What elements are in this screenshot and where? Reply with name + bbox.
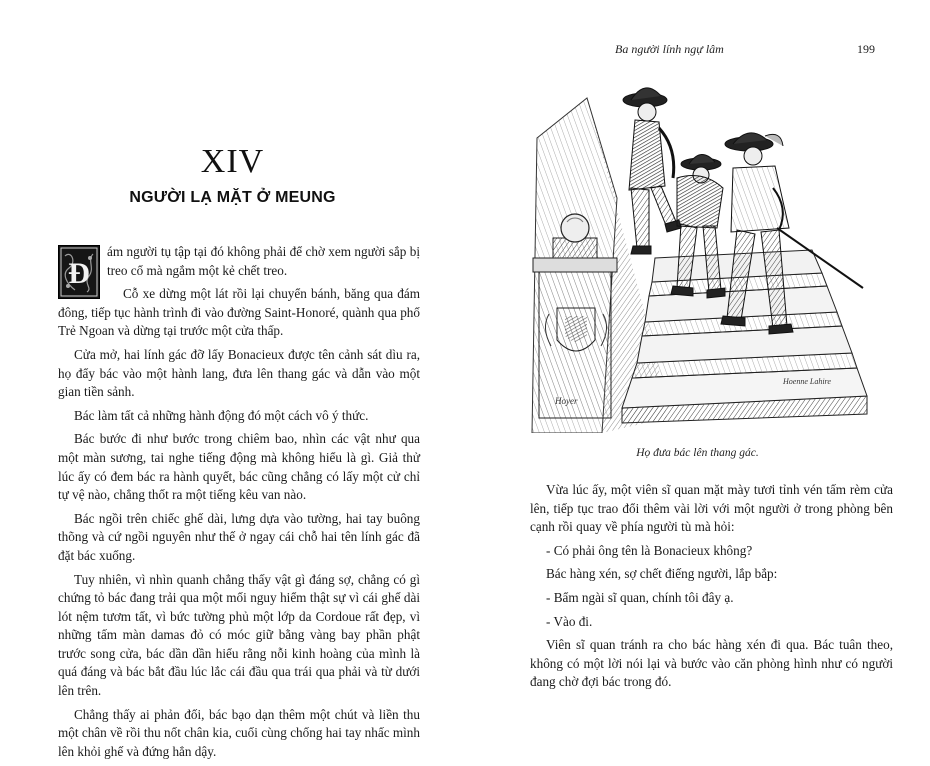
paragraph: Bác bước đi như bước trong chiêm bao, nhìn các vật như qua một màn sương, tai nghe tiếng động mà không hiểu là gì. Giả thử lúc ấy có đem bác ra hành quyết, bác cũng chẳng có lấy một cử chỉ tự vệ nào, chẳng thốt ra một tiếng kêu van nào. — [58, 431, 420, 503]
right-page — [465, 0, 930, 700]
paragraph: Vừa lúc ấy, một viên sĩ quan mặt mày tươi tỉnh vén tấm rèm cửa lên, tiếp tục trao đổi thêm vài lời với một người ở trong phòng bên cạnh rồi quay về phía người tù mà hỏi: — [530, 482, 893, 535]
running-head: Ba người lính ngự lâm — [615, 42, 724, 56]
paragraph: Viên sĩ quan tránh ra cho bác hàng xén đi qua. Bác tuân theo, không có một lời nói lại và bước vào căn phòng hình như có người đang chờ đợi bác trong đó. — [530, 637, 893, 690]
paragraph: Bác làm tất cả những hành động đó một cách vô ý thức. — [74, 407, 369, 423]
signature-right: Hoenne Lahire — [783, 377, 831, 386]
paragraph: - Vào đi. — [546, 613, 593, 629]
paragraph: Tuy nhiên, vì nhìn quanh chẳng thấy vật gì đáng sợ, chẳng có gì chứng tỏ bác đang trải qua một mối nguy hiểm thật sự vì cái ghế dài lót nệm tươm tất, vì bức tường phủ một lớp da Cordoue rất đẹp, vì những tấm màn damas đỏ có móc giữ bằng vàng bay phần phật trước song cửa, bác dần dần hiểu rằng nỗi kinh hoàng của mình là quá đáng và bác bắt đầu lúc lắc cái đầu qua trái qua phải và từ dưới lên trên. — [58, 571, 420, 699]
right-body-text — [530, 481, 893, 697]
paragraph: Cửa mở, hai lính gác đỡ lấy Bonacieux được tên cảnh sát dìu ra, họ đẩy bác vào một hành lang, đưa lên thang gác và dẫn vào một gian tiền sảnh. — [58, 346, 420, 400]
ornamental-dropcap — [58, 245, 100, 299]
paragraph — [58, 243, 420, 290]
paragraph: Bác ngồi trên chiếc ghế dài, lưng dựa vào tường, hai tay buông thõng và cứ ngồi nguyên như thế ở ngay cái chỗ hai tên lính gác đã đặt bác xuống. — [58, 510, 420, 563]
chapter-title: NGƯỜI LẠ MẶT Ở MEUNG — [129, 189, 336, 206]
signature-left: Hoyer — [555, 396, 578, 406]
paragraph: - Có phải ông tên là Bonacieux không? — [546, 542, 753, 558]
left-body-text — [58, 243, 420, 766]
paragraph: Cỗ xe dừng một lát rồi lại chuyển bánh, băng qua đám đông, tiếp tục hành trình đi vào đường Saint-Honoré, quành qua phố Trẻ Ngoan và dừng tại trước một cửa thấp. — [58, 286, 420, 339]
left-page — [0, 0, 465, 759]
paragraph-text: ám người tụ tập tại đó không phải để chờ xem người sắp bị treo cổ mà ngắm một kẻ chết treo. — [107, 244, 420, 278]
page-number: 199 — [857, 42, 875, 56]
dropcap-letter: Đ — [68, 257, 90, 290]
staircase-engraving — [527, 78, 877, 433]
engraving-illustration — [527, 78, 877, 433]
paragraph: Bác hàng xén, sợ chết điếng người, lắp bắp: — [546, 566, 778, 582]
chapter-number: XIV — [200, 143, 265, 180]
paragraph: Chẳng thấy ai phản đối, bác bạo dạn thêm một chút và liền thu một chân về rồi thu nốt chân kia, cuối cùng chống hai tay nhấc mình lên khỏi ghế và đứng hẳn dậy. — [58, 706, 420, 759]
paragraph: - Bẩm ngài sĩ quan, chính tôi đây ạ. — [546, 589, 734, 605]
illustration-caption: Họ đưa bác lên thang gác. — [636, 447, 759, 459]
